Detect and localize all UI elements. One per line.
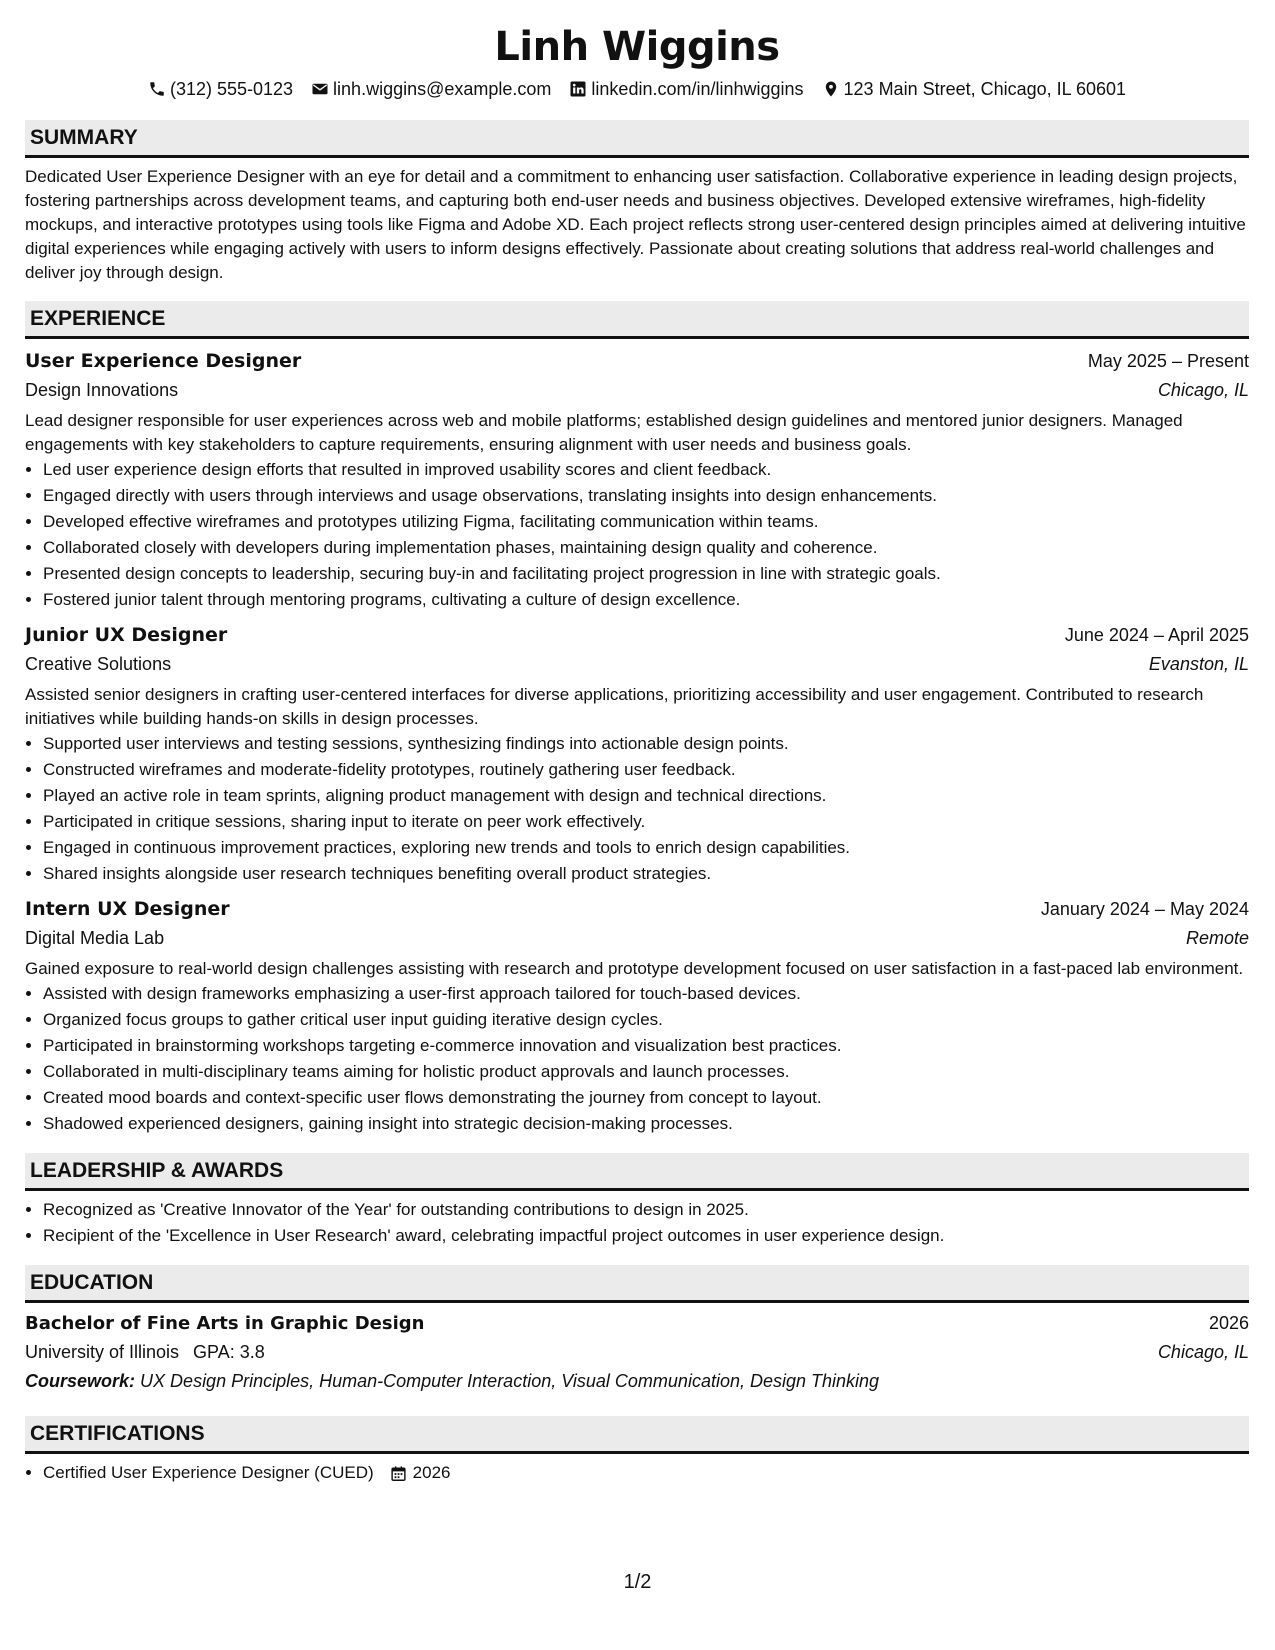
summary-heading: SUMMARY: [25, 120, 1249, 158]
address-text: 123 Main Street, Chicago, IL 60601: [843, 79, 1127, 99]
certification-name: • Certified User Experience Designer (CUED): [43, 1463, 374, 1482]
contact-linkedin[interactable]: [569, 76, 803, 102]
degree: Bachelor of Fine Arts in Graphic Design: [25, 1313, 425, 1334]
list-item: • Engaged in continuous improvement practices, exploring new trends and tools to enrich design capabilities.: [43, 835, 1249, 861]
list-item: • Shared insights alongside user research techniques benefiting overall product strategies.: [43, 861, 1249, 887]
list-item: • Presented design concepts to leadership, securing buy-in and facilitating project progression in line with strategic goals.: [43, 561, 1249, 587]
leadership-bullets: [25, 1197, 1249, 1249]
school-location: Chicago, IL: [1157, 1342, 1249, 1362]
graduation-year: 2026: [1208, 1313, 1249, 1333]
list-item: • Participated in brainstorming workshops targeting e-commerce innovation and visualization best practices.: [43, 1033, 1249, 1059]
list-item: [43, 1460, 1249, 1486]
job-bullets: [25, 731, 1249, 887]
phone-text: (312) 555-0123: [169, 79, 294, 99]
list-item: • Recipient of the 'Excellence in User Research' award, celebrating impactful project outcomes in user experience design.: [43, 1223, 1249, 1249]
summary-text: Dedicated User Experience Designer with an eye for detail and a commitment to enhancing user satisfaction. Collaborative experience in leading design projects, fostering partnerships across development teams, and capturing both end-user needs and business objectives. Developed extensive wireframes, high-fidelity mockups, and interactive prototypes using tools like Figma and Adobe XD. Each project reflects strong user-centered design principles aimed at delivering intuitive digital experiences while engaging actively with users to inform designs effectively. Passionate about creating solutions that address real-world challenges and deliver joy through design.: [25, 167, 1246, 282]
list-item: • Collaborated in multi-disciplinary teams aiming for holistic product approvals and launch processes.: [43, 1059, 1249, 1085]
phone-icon: [148, 80, 166, 98]
list-item: • Engaged directly with users through interviews and usage observations, translating insights into design enhancements.: [43, 483, 1249, 509]
list-item: • Constructed wireframes and moderate-fidelity prototypes, routinely gathering user feedback.: [43, 757, 1249, 783]
contact-bar: [25, 76, 1249, 102]
list-item: • Assisted with design frameworks emphasizing a user-first approach tailored for touch-based devices.: [43, 981, 1249, 1007]
job-title: User Experience Designer: [25, 350, 302, 372]
list-item: • Participated in critique sessions, sharing input to iterate on peer work effectively.: [43, 809, 1249, 835]
job-description: Lead designer responsible for user experiences across web and mobile platforms; established design guidelines and mentored junior designers. Managed engagements with key stakeholders to capture requirements, ensuring alignment with user needs and business goals.: [25, 411, 1183, 454]
job-entry: [25, 895, 1249, 1137]
job-title: Junior UX Designer: [25, 624, 228, 646]
list-item: • Developed effective wireframes and prototypes utilizing Figma, facilitating communication within teams.: [43, 509, 1249, 535]
list-item: • Fostered junior talent through mentoring programs, cultivating a culture of design excellence.: [43, 587, 1249, 613]
certifications-heading: CERTIFICATIONS: [25, 1416, 1249, 1454]
list-item: • Played an active role in team sprints, aligning product management with design and technical directions.: [43, 783, 1249, 809]
job-company: Digital Media Lab: [25, 928, 165, 948]
experience-heading: EXPERIENCE: [25, 301, 1249, 339]
coursework: [25, 1367, 1249, 1396]
list-item: • Shadowed experienced designers, gaining insight into strategic decision-making processes.: [43, 1111, 1249, 1137]
job-dates: January 2024 – May 2024: [1040, 899, 1249, 919]
education-entry: [25, 1309, 1249, 1396]
email-text: linh.wiggins@example.com: [333, 79, 552, 99]
list-item: • Led user experience design efforts that resulted in improved usability scores and client feedback.: [43, 457, 1249, 483]
job-dates: May 2025 – Present: [1087, 351, 1249, 371]
gpa: GPA: 3.8: [193, 1342, 265, 1362]
job-bullets: [25, 981, 1249, 1137]
resume-page: [25, 20, 1249, 1486]
job-dates: June 2024 – April 2025: [1064, 625, 1249, 645]
list-item: • Collaborated closely with developers during implementation phases, maintaining design quality and coherence.: [43, 535, 1249, 561]
school-name: University of Illinois: [25, 1342, 180, 1362]
job-bullets: [25, 457, 1249, 613]
job-entry: [25, 347, 1249, 613]
calendar-icon: [390, 1465, 407, 1482]
job-location: Remote: [1185, 928, 1249, 948]
certification-year: 2026: [412, 1463, 451, 1482]
linkedin-icon: [569, 80, 587, 98]
contact-phone[interactable]: [148, 76, 293, 102]
job-title: Intern UX Designer: [25, 898, 230, 920]
linkedin-text: linkedin.com/in/linhwiggins: [591, 79, 804, 99]
list-item: • Recognized as 'Creative Innovator of the Year' for outstanding contributions to design in 2025.: [43, 1197, 1249, 1223]
contact-email[interactable]: [311, 76, 551, 102]
job-description: Assisted senior designers in crafting user-centered interfaces for diverse applications, prioritizing accessibility and user engagement. Contributed to research initiatives while building hands-on skills in design processes.: [25, 685, 1204, 728]
school-line: [25, 1338, 265, 1367]
list-item: • Supported user interviews and testing sessions, synthesizing findings into actionable design points.: [43, 731, 1249, 757]
education-heading: EDUCATION: [25, 1265, 1249, 1303]
envelope-icon: [311, 80, 329, 98]
job-location: Evanston, IL: [1148, 654, 1249, 674]
candidate-name: Linh Wiggins: [494, 24, 780, 70]
map-pin-icon: [822, 80, 840, 98]
coursework-list: UX Design Principles, Human-Computer Interaction, Visual Communication, Design Thinking: [140, 1371, 880, 1391]
list-item: • Created mood boards and context-specific user flows demonstrating the journey from concept to layout.: [43, 1085, 1249, 1111]
job-company: Design Innovations: [25, 380, 179, 400]
contact-address: [822, 76, 1127, 102]
certifications-list: [25, 1460, 1249, 1486]
coursework-label: Coursework:: [25, 1371, 136, 1391]
job-location: Chicago, IL: [1157, 380, 1249, 400]
page-number: 1/2: [623, 1571, 652, 1593]
job-description: Gained exposure to real-world design challenges assisting with research and prototype development focused on user satisfaction in a fast-paced lab environment.: [25, 959, 1244, 978]
list-item: • Organized focus groups to gather critical user input guiding iterative design cycles.: [43, 1007, 1249, 1033]
job-entry: [25, 621, 1249, 887]
job-company: Creative Solutions: [25, 654, 172, 674]
leadership-heading: LEADERSHIP & AWARDS: [25, 1153, 1249, 1191]
